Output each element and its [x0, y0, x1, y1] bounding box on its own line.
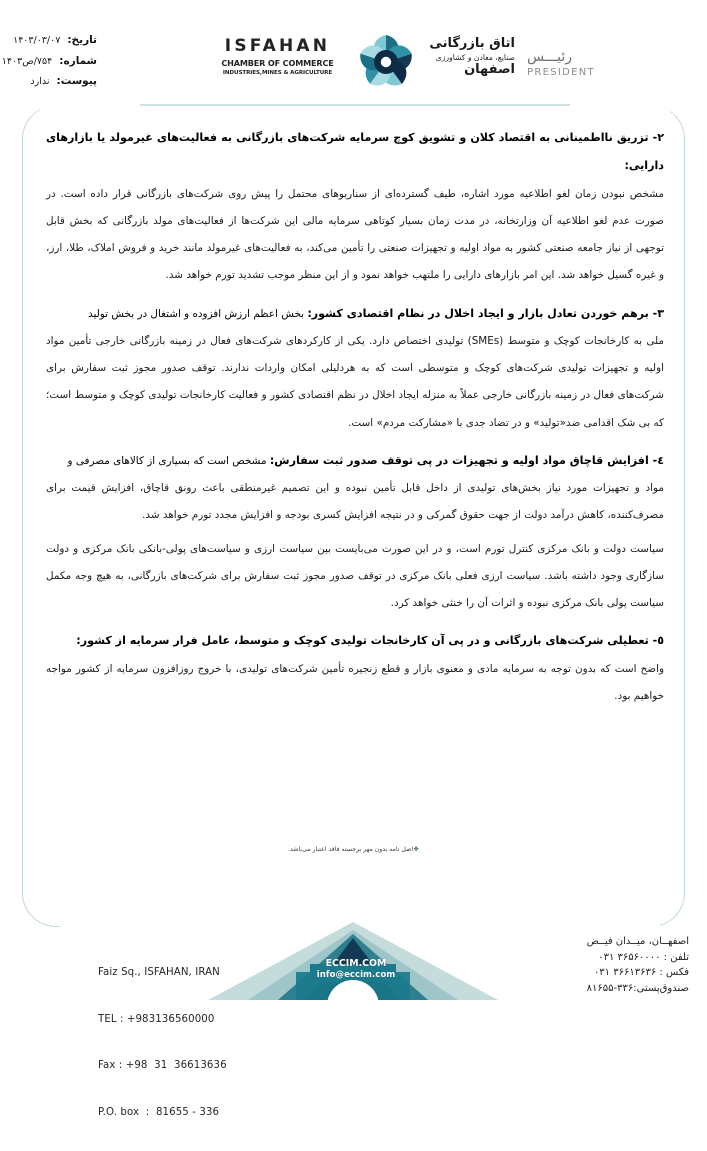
- section-4-paragraph-2: سیاست دولت و بانک مرکزی کنترل تورم است، و در این صورت می‌بایست بین سیاست ارزی و سیاست‌های پولی-بانکی بانک مرکزی و دولت سازگاری وجود داشته باشد. سیاست ارزی فعلی بانک مرکزی در توقف صدور مجوز ثبت سفارش برای شرکت‌های بازرگانی، به هیچ وجه مکمل سیاست پولی بانک مرکزی نبوده و اثرات آن را خنثی خواهد کرد.: [46, 542, 664, 610]
- footer-fa-line-1: اصفهــان، میــدان فیــض: [586, 936, 689, 947]
- chamber-pinwheel-icon: [355, 32, 417, 92]
- section-4-heading: [46, 447, 664, 475]
- logo-fa-line3: اصفهان: [464, 62, 515, 78]
- section-5-heading: [46, 627, 664, 655]
- section-2: [46, 124, 664, 290]
- attachment-label: پیوست:: [56, 75, 97, 88]
- logo-industries-text: INDUSTRIES,MINES & AGRICULTURE: [222, 69, 333, 76]
- validity-footnote-text: اصل نامه بدون مهر برجسته فاقد اعتبار می‌باشد.: [288, 846, 414, 853]
- president-label-fa: رئیـــس: [527, 49, 573, 65]
- footer-fa-line-4: صندوق‌پستی:۳۳۶-۸۱۶۵۵: [586, 982, 689, 994]
- section-4-paragraph-1: مواد و تجهیزات مورد نیاز بخش‌های تولیدی از داخل قابل تأمین نبوده و این تصمیم غیرمنطقی باعث رونق قاچاق، افزایش قیمت برای مصرف‌کننده، کاهش درآمد دولت از جهت حقوق گمرکی و در نتیجه افزایش کسری بودجه و افزایش مجدد تورم خواهد شد.: [46, 482, 664, 522]
- section-2-paragraph-1: مشخص نبودن زمان لغو اطلاعیه مورد اشاره، طیف گسترده‌ای از سناریوهای محتمل را پیش روی شرکت‌های بازرگانی قرار داده است. در صورت عدم لغو اطلاعیه آن وزارتخانه، در مدت زمان بسیار کوتاهی سرمایه مالی این شرکت‌ها از فعالیت‌های مولد بازرگانی که بخش قابل توجهی از نیاز جامعه صنعتی کشور به مواد اولیه و تجهیزات صنعتی را تأمین می‌کند، به فعالیت‌های غیرمولد مانند خرید و فروش املاک، طلا، ارز، و غیره گسیل خواهد شد. این امر بازارهای دارایی را ملتهب خواهد نمود و از این منظر موجب تشدید تورم خواهد شد.: [46, 187, 664, 282]
- logo-isfahan-text: ISFAHAN: [224, 36, 331, 56]
- number-value: ۷۵۴/ص۱۴۰۳: [1, 55, 53, 67]
- section-4-heading-lead: ٤- افزایش قاچاق مواد اولیه و تجهیزات در پی توقف صدور ثبت سفارش:: [269, 453, 664, 467]
- logo-english-text: [205, 38, 350, 76]
- logo-persian-text: [419, 37, 515, 78]
- section-5-paragraph-1: واضح است که بدون توجه به سرمایه مادی و معنوی بازار و قطع زنجیره تأمین شرکت‌های تولیدی، با خروج روزافزون سرمایه از کشور مواجه خواهیم بود.: [46, 662, 664, 702]
- section-3-heading-lead: ۳- برهم خوردن تعادل بازار و ایجاد اخلال در نظام اقتصادی کشور:: [307, 306, 664, 320]
- date-label: تاریخ:: [67, 34, 97, 46]
- footer-fa-line-2: تلفن : ۳۶۵۶۰۰۰۰ ۰۳۱: [598, 951, 689, 963]
- frame-top-rule: [140, 104, 570, 106]
- section-2-heading: [46, 124, 664, 181]
- diamond-bullet-icon: ❖: [413, 845, 419, 853]
- logo-fa-line1: اتاق بازرگانی: [429, 36, 515, 51]
- website-url-text[interactable]: ECCIM.COM: [325, 958, 387, 969]
- section-5-heading-lead: ٥- تعطیلی شرکت‌های بازرگانی و در پی آن کارخانجات تولیدی کوچک و متوسط، عامل فرار سرمایه از کشور:: [76, 634, 664, 648]
- number-label: شماره:: [59, 54, 97, 67]
- section-5: [46, 627, 664, 710]
- footer-en-line-3: Fax : +98 31 36613636: [98, 1060, 227, 1071]
- section-3-heading: [46, 300, 664, 328]
- meta-row-date: [0, 30, 97, 51]
- president-block: [527, 50, 647, 78]
- date-value: ۱۴۰۳/۰۳/۰۷: [13, 35, 61, 46]
- section-3-paragraph-1: ملی به کارخانجات کوچک و متوسط (SMEs) تولیدی اختصاص دارد. یکی از کارکردهای شرکت‌های فعال در زمینه بازرگانی خارجی تأمین مواد اولیه و تجهیزات تولیدی شرکت‌های کوچک و متوسطی است که به هردلیلی امکان واردات ندارند. توقف صدور مجوز ثبت سفارش برای شرکت‌های فعال در زمینه بازرگانی خارجی عملاً به منزله ایجاد اخلال در نظم اقتصادی کشور و فعالیت کارخانجات تولیدی کوچک و متوسط است؛ که بی شک اقدامی ضد«تولید» و در تضاد جدی با «مشارکت مردم» است.: [46, 334, 664, 429]
- footer-address-english: [98, 934, 227, 1151]
- footer-en-line-1: Faiz Sq., ISFAHAN, IRAN: [98, 967, 220, 978]
- section-4-heading-tail: مشخص است که بسیاری از کالاهای مصرفی و: [67, 454, 270, 467]
- section-4: [46, 447, 664, 618]
- document-meta: [0, 30, 97, 92]
- footer-fa-line-3: فکس : ۳۶۶۱۳۶۳۶ ۰۳۱: [593, 967, 689, 978]
- section-3-heading-tail: بخش اعظم ارزش افزوده و اشتغال در بخش تولید: [87, 307, 308, 320]
- meta-row-attachment: [0, 71, 97, 92]
- section-3: [46, 300, 664, 437]
- logo-fa-line2: صنایع، معادن و کشاورزی: [435, 52, 515, 62]
- organization-logo: [205, 32, 515, 92]
- section-2-heading-lead: ۲- تزریق نااطمینانی به اقتصاد کلان و تشویق کوچ سرمایه شرکت‌های بازرگانی به فعالیت‌های غیرمولد یا بازارهای دارایی:: [46, 131, 664, 173]
- meta-row-number: [0, 51, 97, 72]
- attachment-value: ندارد: [30, 76, 50, 88]
- logo-chamber-text: CHAMBER OF COMMERCE: [221, 58, 334, 68]
- footer-en-line-4: P.O. box : 81655 - 336: [98, 1106, 220, 1118]
- validity-footnote: [0, 845, 707, 853]
- president-label-en: PRESIDENT: [527, 67, 595, 79]
- footer-en-line-2: TEL : +983136560000: [98, 1013, 215, 1025]
- footer-address-persian: [587, 934, 689, 996]
- page-header: [0, 0, 707, 105]
- website-badge[interactable]: [296, 958, 416, 980]
- document-body: [46, 124, 664, 720]
- email-address-text[interactable]: info@eccim.com: [316, 969, 396, 980]
